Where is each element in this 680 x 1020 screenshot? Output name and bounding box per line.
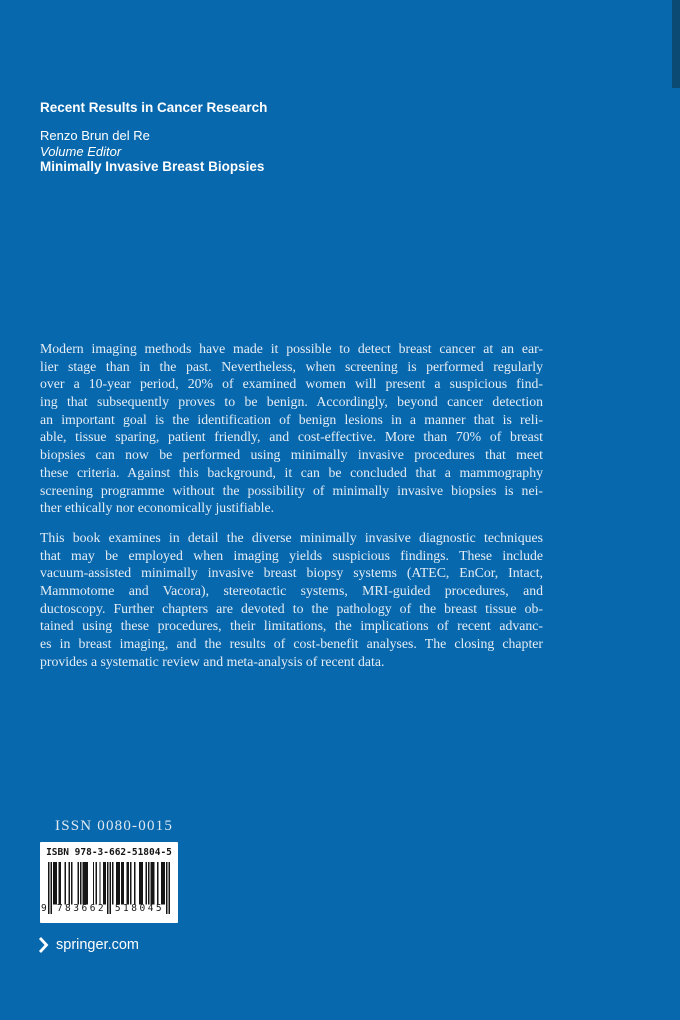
book-title: Minimally Invasive Breast Biopsies xyxy=(40,159,265,174)
synopsis-line: able, tissue sparing, patient friendly, and cost-effective. More than 70% of breast xyxy=(40,429,543,445)
publisher-url: springer.com xyxy=(56,937,140,953)
synopsis-line: provides a systematic review and meta-analysis of recent data. xyxy=(40,653,385,669)
ean-digit-lead: 9 xyxy=(41,903,47,914)
synopsis xyxy=(40,340,543,670)
volume-editor-name: Renzo Brun del Re xyxy=(40,128,150,143)
synopsis-line: lier stage than in the past. Nevertheless, when screening is performed regularly xyxy=(40,358,543,374)
synopsis-line: screening programme without the possibility of minimally invasive biopsies is nei- xyxy=(40,482,543,498)
ean-digit-group2: 518045 xyxy=(114,903,165,914)
synopsis-paragraph-2 xyxy=(40,529,543,671)
issn-label: ISSN 0080-0015 xyxy=(55,818,174,834)
synopsis-line: tained using these procedures, their limitations, the implications of recent advanc- xyxy=(40,618,543,634)
ean13-digits xyxy=(40,903,178,915)
synopsis-line: that may be employed when imaging yields suspicious findings. These include xyxy=(40,547,543,563)
spine-shadow-strip xyxy=(672,0,680,88)
volume-editor-role: Volume Editor xyxy=(40,143,122,159)
isbn-barcode xyxy=(40,842,178,923)
isbn-number-label: ISBN 978-3-662-51804-5 xyxy=(46,847,172,858)
synopsis-line: Modern imaging methods have made it possible to detect breast cancer at an ear- xyxy=(40,341,543,356)
synopsis-line: Mammotome and Vacora), stereotactic systems, MRI-guided procedures, and xyxy=(40,582,543,598)
synopsis-line: This book examines in detail the diverse minimally invasive diagnostic techniques xyxy=(40,529,543,545)
synopsis-line: an important goal is the identification of benign lesions in a manner that is reli- xyxy=(40,411,543,427)
header-block xyxy=(40,100,267,175)
synopsis-paragraph-1 xyxy=(40,340,543,517)
synopsis-line: biopsies can now be performed using minimally invasive procedures that meet xyxy=(40,447,543,463)
synopsis-line: vacuum-assisted minimally invasive breast biopsy systems (ATEC, EnCor, Intact, xyxy=(40,565,543,581)
series-title: Recent Results in Cancer Research xyxy=(40,100,268,115)
synopsis-line: over a 10-year period, 20% of examined women will present a suspicious find- xyxy=(40,376,543,392)
ean-digit-group1: 783662 xyxy=(56,903,107,914)
publisher-footer xyxy=(38,934,139,956)
synopsis-line: these criteria. Against this background, it can be concluded that a mammography xyxy=(40,464,543,480)
synopsis-line: es in breast imaging, and the results of cost-benefit analyses. The closing chapter xyxy=(40,636,543,651)
synopsis-line: ther ethically nor economically justifiable. xyxy=(40,500,275,516)
synopsis-line: ing that subsequently proves to be benign. Accordingly, beyond cancer detection xyxy=(40,394,543,410)
chevron-right-icon xyxy=(38,936,49,954)
synopsis-line: ductoscopy. Further chapters are devoted to the pathology of the breast tissue ob- xyxy=(40,600,543,616)
editor-block xyxy=(40,128,267,175)
